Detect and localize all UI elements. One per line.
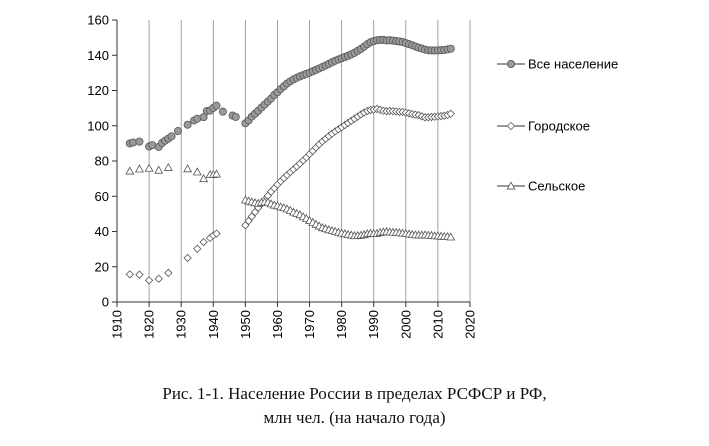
x-tick-label-1920: 1920 (141, 310, 157, 339)
y-tick-label-60: 60 (94, 188, 109, 204)
x-tick-label-1960: 1960 (269, 310, 285, 339)
legend-label-1: Городское (528, 118, 590, 134)
y-tick-label-0: 0 (101, 294, 109, 310)
legend (497, 57, 618, 194)
x-tick-label-1990: 1990 (366, 310, 382, 339)
point-1-1920 (145, 277, 152, 284)
x-tick-label-1930: 1930 (173, 310, 189, 339)
point-0-2014 (447, 45, 454, 52)
point-1-1937 (200, 238, 207, 245)
legend-marker-1 (507, 122, 514, 129)
point-0-1917 (136, 138, 143, 145)
point-1-1935 (194, 245, 201, 252)
x-tick-label-1970: 1970 (302, 310, 318, 339)
point-1-1923 (155, 275, 162, 282)
point-1-1926 (165, 269, 172, 276)
y-tick-label-20: 20 (94, 259, 109, 275)
y-tick-label-140: 140 (87, 47, 109, 63)
x-tick-labels (110, 310, 478, 339)
caption-line-1: Рис. 1-1. Население России в пределах РСФСР и РФ, (162, 384, 547, 403)
series-0 (126, 36, 454, 150)
vertical-gridlines (149, 20, 470, 302)
point-2-1937 (200, 175, 208, 182)
x-tick-label-2020: 2020 (462, 310, 478, 339)
y-tick-label-120: 120 (87, 83, 109, 98)
point-2-1926 (165, 164, 173, 171)
y-tick-labels (87, 13, 109, 310)
point-2-1923 (155, 166, 163, 173)
point-0-1947 (232, 113, 239, 120)
point-0-1941 (213, 102, 220, 109)
legend-label-0: Все население (528, 56, 619, 72)
data-series (126, 36, 455, 284)
point-2-1917 (136, 165, 144, 172)
legend-marker-0 (507, 60, 514, 67)
point-2-1932 (184, 165, 192, 172)
point-2-1914 (126, 167, 134, 174)
figure-caption (0, 382, 709, 430)
point-2-1935 (193, 168, 201, 175)
y-tick-label-80: 80 (94, 153, 109, 169)
y-tick-label-100: 100 (87, 118, 109, 134)
x-tick-label-1980: 1980 (334, 310, 350, 339)
point-1-1917 (136, 271, 143, 278)
point-0-1935 (194, 115, 201, 122)
x-tick-label-1910: 1910 (109, 310, 125, 339)
x-tick-label-1940: 1940 (205, 310, 221, 339)
legend-label-2: Сельское (528, 178, 586, 194)
point-2-1920 (145, 164, 153, 171)
x-tick-label-1950: 1950 (237, 310, 253, 339)
point-1-1914 (126, 271, 133, 278)
axes (112, 20, 470, 307)
y-tick-label-40: 40 (94, 224, 109, 239)
point-0-1943 (219, 108, 226, 115)
x-tick-label-2010: 2010 (430, 310, 446, 339)
caption-line-2: млн чел. (на начало года) (263, 408, 446, 427)
x-tick-label-2000: 2000 (398, 310, 414, 339)
y-tick-label-160: 160 (87, 12, 109, 28)
point-0-1927 (168, 133, 175, 140)
point-0-1932 (184, 121, 191, 128)
point-1-1932 (184, 254, 191, 261)
point-0-1929 (174, 127, 181, 134)
